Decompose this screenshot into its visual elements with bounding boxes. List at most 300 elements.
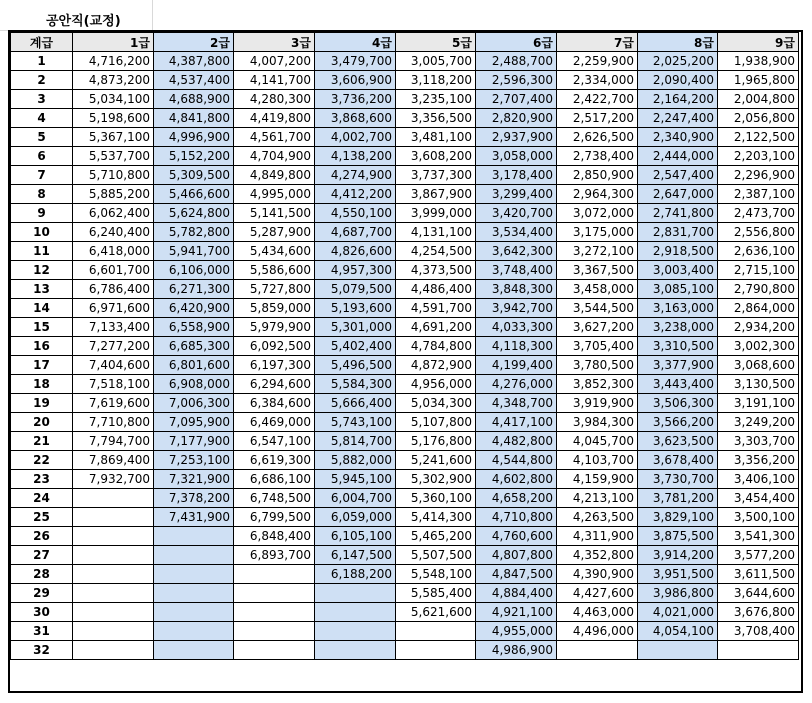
salary-cell[interactable]: 3,678,400 [638,451,718,470]
salary-cell[interactable]: 6,547,100 [234,432,315,451]
salary-cell[interactable]: 7,869,400 [73,451,154,470]
salary-cell[interactable]: 3,606,900 [315,71,396,90]
salary-cell[interactable]: 2,556,800 [718,223,799,242]
step-cell[interactable]: 27 [11,546,73,565]
salary-cell[interactable]: 6,971,600 [73,299,154,318]
step-cell[interactable]: 20 [11,413,73,432]
grade-header[interactable]: 1급 [73,33,154,52]
salary-cell[interactable]: 7,404,600 [73,356,154,375]
salary-cell[interactable]: 4,463,000 [557,603,638,622]
salary-cell[interactable]: 4,807,800 [476,546,557,565]
salary-cell[interactable]: 4,995,000 [234,185,315,204]
salary-cell[interactable]: 7,006,300 [154,394,234,413]
salary-cell[interactable]: 5,507,500 [396,546,476,565]
salary-cell[interactable] [73,508,154,527]
salary-cell[interactable]: 4,118,300 [476,337,557,356]
salary-cell[interactable]: 7,277,200 [73,337,154,356]
salary-cell[interactable]: 4,687,700 [315,223,396,242]
salary-cell[interactable]: 6,893,700 [234,546,315,565]
salary-cell[interactable]: 3,272,100 [557,242,638,261]
salary-cell[interactable]: 5,034,300 [396,394,476,413]
salary-cell[interactable]: 3,676,800 [718,603,799,622]
salary-cell[interactable]: 3,951,500 [638,565,718,584]
step-cell[interactable]: 3 [11,90,73,109]
salary-cell[interactable]: 4,691,200 [396,318,476,337]
salary-cell[interactable]: 3,481,100 [396,128,476,147]
step-cell[interactable]: 1 [11,52,73,71]
salary-cell[interactable] [315,622,396,641]
salary-cell[interactable]: 6,384,600 [234,394,315,413]
salary-cell[interactable]: 3,406,100 [718,470,799,489]
salary-cell[interactable]: 5,176,800 [396,432,476,451]
salary-cell[interactable]: 1,938,900 [718,52,799,71]
salary-cell[interactable]: 3,299,400 [476,185,557,204]
salary-cell[interactable]: 5,624,800 [154,204,234,223]
salary-cell[interactable]: 4,561,700 [234,128,315,147]
step-cell[interactable]: 15 [11,318,73,337]
salary-cell[interactable] [154,527,234,546]
salary-cell[interactable]: 2,164,200 [638,90,718,109]
salary-cell[interactable] [396,641,476,660]
step-cell[interactable]: 9 [11,204,73,223]
salary-cell[interactable]: 6,271,300 [154,280,234,299]
salary-cell[interactable]: 3,420,700 [476,204,557,223]
salary-cell[interactable] [638,641,718,660]
salary-cell[interactable] [154,641,234,660]
salary-cell[interactable] [234,584,315,603]
salary-cell[interactable]: 3,919,900 [557,394,638,413]
salary-cell[interactable]: 5,360,100 [396,489,476,508]
salary-cell[interactable]: 4,427,600 [557,584,638,603]
salary-cell[interactable]: 3,005,700 [396,52,476,71]
salary-cell[interactable]: 6,908,000 [154,375,234,394]
salary-cell[interactable]: 3,003,400 [638,261,718,280]
step-cell[interactable]: 30 [11,603,73,622]
salary-cell[interactable]: 3,163,000 [638,299,718,318]
grade-header[interactable]: 7급 [557,33,638,52]
salary-cell[interactable]: 3,705,400 [557,337,638,356]
salary-cell[interactable]: 3,541,300 [718,527,799,546]
salary-cell[interactable]: 3,544,500 [557,299,638,318]
salary-cell[interactable]: 3,642,300 [476,242,557,261]
salary-cell[interactable]: 3,644,600 [718,584,799,603]
salary-cell[interactable]: 6,558,900 [154,318,234,337]
salary-cell[interactable]: 4,199,400 [476,356,557,375]
salary-cell[interactable]: 5,666,400 [315,394,396,413]
salary-cell[interactable]: 3,623,500 [638,432,718,451]
salary-cell[interactable]: 5,079,500 [315,280,396,299]
salary-cell[interactable]: 4,213,100 [557,489,638,508]
salary-cell[interactable]: 6,059,000 [315,508,396,527]
salary-cell[interactable]: 6,786,400 [73,280,154,299]
salary-cell[interactable]: 4,658,200 [476,489,557,508]
salary-cell[interactable]: 4,847,500 [476,565,557,584]
salary-cell[interactable]: 4,486,400 [396,280,476,299]
salary-cell[interactable]: 4,826,600 [315,242,396,261]
salary-cell[interactable]: 4,280,300 [234,90,315,109]
salary-cell[interactable] [73,584,154,603]
salary-cell[interactable]: 4,496,000 [557,622,638,641]
step-cell[interactable]: 10 [11,223,73,242]
salary-cell[interactable]: 3,235,100 [396,90,476,109]
salary-cell[interactable]: 5,302,900 [396,470,476,489]
salary-cell[interactable]: 3,500,100 [718,508,799,527]
salary-cell[interactable]: 5,979,900 [234,318,315,337]
salary-cell[interactable]: 4,957,300 [315,261,396,280]
salary-cell[interactable]: 3,310,500 [638,337,718,356]
step-cell[interactable]: 23 [11,470,73,489]
salary-cell[interactable]: 3,072,000 [557,204,638,223]
salary-cell[interactable]: 5,941,700 [154,242,234,261]
salary-cell[interactable]: 3,829,100 [638,508,718,527]
salary-cell[interactable]: 3,736,200 [315,90,396,109]
grade-header[interactable]: 6급 [476,33,557,52]
salary-cell[interactable]: 6,004,700 [315,489,396,508]
salary-cell[interactable]: 5,584,300 [315,375,396,394]
salary-cell[interactable] [315,584,396,603]
step-cell[interactable]: 25 [11,508,73,527]
salary-cell[interactable]: 7,619,600 [73,394,154,413]
salary-cell[interactable]: 4,045,700 [557,432,638,451]
salary-cell[interactable]: 2,517,200 [557,109,638,128]
salary-cell[interactable]: 3,986,800 [638,584,718,603]
salary-cell[interactable]: 3,942,700 [476,299,557,318]
salary-cell[interactable]: 5,586,600 [234,261,315,280]
salary-cell[interactable]: 3,367,500 [557,261,638,280]
salary-cell[interactable] [718,641,799,660]
salary-cell[interactable]: 5,034,100 [73,90,154,109]
salary-cell[interactable]: 3,118,200 [396,71,476,90]
salary-cell[interactable]: 2,636,100 [718,242,799,261]
salary-cell[interactable]: 6,147,500 [315,546,396,565]
salary-cell[interactable]: 2,596,300 [476,71,557,90]
step-cell[interactable]: 2 [11,71,73,90]
salary-cell[interactable] [154,584,234,603]
step-cell[interactable]: 14 [11,299,73,318]
salary-cell[interactable]: 3,852,300 [557,375,638,394]
salary-cell[interactable]: 4,716,200 [73,52,154,71]
salary-cell[interactable]: 3,356,500 [396,109,476,128]
salary-cell[interactable]: 5,367,100 [73,128,154,147]
salary-cell[interactable]: 2,387,100 [718,185,799,204]
salary-cell[interactable]: 5,548,100 [396,565,476,584]
salary-cell[interactable]: 4,688,900 [154,90,234,109]
step-cell[interactable]: 13 [11,280,73,299]
salary-cell[interactable]: 4,033,300 [476,318,557,337]
grade-header[interactable]: 8급 [638,33,718,52]
step-cell[interactable]: 12 [11,261,73,280]
salary-cell[interactable]: 3,458,000 [557,280,638,299]
salary-cell[interactable]: 4,254,500 [396,242,476,261]
salary-cell[interactable]: 6,420,900 [154,299,234,318]
step-cell[interactable]: 24 [11,489,73,508]
salary-cell[interactable]: 6,240,400 [73,223,154,242]
grade-header[interactable]: 4급 [315,33,396,52]
salary-cell[interactable]: 3,868,600 [315,109,396,128]
salary-cell[interactable]: 4,417,100 [476,413,557,432]
salary-cell[interactable]: 5,882,000 [315,451,396,470]
salary-cell[interactable]: 5,465,200 [396,527,476,546]
salary-cell[interactable]: 4,841,800 [154,109,234,128]
salary-cell[interactable]: 5,287,900 [234,223,315,242]
salary-cell[interactable]: 5,241,600 [396,451,476,470]
salary-cell[interactable]: 4,311,900 [557,527,638,546]
salary-cell[interactable]: 2,422,700 [557,90,638,109]
salary-cell[interactable]: 3,238,000 [638,318,718,337]
salary-cell[interactable]: 7,794,700 [73,432,154,451]
step-cell[interactable]: 7 [11,166,73,185]
salary-cell[interactable]: 4,704,900 [234,147,315,166]
step-cell[interactable]: 31 [11,622,73,641]
salary-cell[interactable]: 3,914,200 [638,546,718,565]
salary-cell[interactable]: 2,004,800 [718,90,799,109]
salary-cell[interactable]: 5,859,000 [234,299,315,318]
salary-cell[interactable]: 5,537,700 [73,147,154,166]
salary-cell[interactable]: 2,790,800 [718,280,799,299]
step-cell[interactable]: 4 [11,109,73,128]
salary-cell[interactable]: 4,274,900 [315,166,396,185]
salary-cell[interactable]: 7,431,900 [154,508,234,527]
salary-cell[interactable]: 4,387,800 [154,52,234,71]
salary-cell[interactable]: 1,965,800 [718,71,799,90]
salary-cell[interactable]: 7,932,700 [73,470,154,489]
salary-cell[interactable]: 5,945,100 [315,470,396,489]
salary-cell[interactable]: 2,473,700 [718,204,799,223]
salary-cell[interactable]: 3,781,200 [638,489,718,508]
salary-cell[interactable]: 3,002,300 [718,337,799,356]
salary-cell[interactable]: 5,198,600 [73,109,154,128]
salary-cell[interactable]: 7,253,100 [154,451,234,470]
salary-cell[interactable]: 6,799,500 [234,508,315,527]
salary-cell[interactable]: 7,321,900 [154,470,234,489]
salary-cell[interactable]: 6,619,300 [234,451,315,470]
salary-cell[interactable]: 3,748,400 [476,261,557,280]
salary-cell[interactable]: 2,964,300 [557,185,638,204]
salary-cell[interactable]: 2,715,100 [718,261,799,280]
salary-cell[interactable]: 3,130,500 [718,375,799,394]
salary-cell[interactable]: 3,608,200 [396,147,476,166]
salary-cell[interactable]: 5,496,500 [315,356,396,375]
salary-cell[interactable] [234,622,315,641]
salary-cell[interactable]: 2,259,900 [557,52,638,71]
salary-cell[interactable]: 4,419,800 [234,109,315,128]
salary-cell[interactable]: 3,984,300 [557,413,638,432]
step-cell[interactable]: 16 [11,337,73,356]
salary-cell[interactable]: 2,488,700 [476,52,557,71]
salary-cell[interactable]: 4,784,800 [396,337,476,356]
salary-cell[interactable]: 4,131,100 [396,223,476,242]
salary-cell[interactable]: 4,986,900 [476,641,557,660]
salary-cell[interactable] [154,622,234,641]
salary-cell[interactable]: 2,296,900 [718,166,799,185]
salary-cell[interactable]: 5,152,200 [154,147,234,166]
salary-cell[interactable] [557,641,638,660]
salary-cell[interactable]: 2,937,900 [476,128,557,147]
salary-cell[interactable]: 3,708,400 [718,622,799,641]
step-cell[interactable]: 29 [11,584,73,603]
step-cell[interactable]: 6 [11,147,73,166]
salary-cell[interactable] [315,603,396,622]
step-cell[interactable]: 11 [11,242,73,261]
salary-cell[interactable]: 3,085,100 [638,280,718,299]
salary-cell[interactable]: 2,626,500 [557,128,638,147]
salary-cell[interactable]: 5,743,100 [315,413,396,432]
salary-cell[interactable]: 3,068,600 [718,356,799,375]
salary-cell[interactable]: 3,479,700 [315,52,396,71]
step-cell[interactable]: 17 [11,356,73,375]
salary-cell[interactable]: 3,356,200 [718,451,799,470]
salary-cell[interactable]: 4,141,700 [234,71,315,90]
salary-cell[interactable]: 5,141,500 [234,204,315,223]
salary-cell[interactable]: 3,577,200 [718,546,799,565]
salary-cell[interactable]: 4,263,500 [557,508,638,527]
salary-cell[interactable]: 5,309,500 [154,166,234,185]
salary-cell[interactable]: 4,159,900 [557,470,638,489]
salary-cell[interactable]: 3,377,900 [638,356,718,375]
step-cell[interactable]: 26 [11,527,73,546]
salary-cell[interactable]: 4,760,600 [476,527,557,546]
salary-cell[interactable]: 6,197,300 [234,356,315,375]
salary-cell[interactable]: 5,402,400 [315,337,396,356]
salary-cell[interactable]: 2,864,000 [718,299,799,318]
salary-cell[interactable]: 5,466,600 [154,185,234,204]
salary-cell[interactable]: 5,434,600 [234,242,315,261]
salary-cell[interactable]: 7,378,200 [154,489,234,508]
salary-cell[interactable] [234,565,315,584]
grade-header[interactable]: 5급 [396,33,476,52]
step-cell[interactable]: 5 [11,128,73,147]
salary-cell[interactable]: 6,418,000 [73,242,154,261]
salary-cell[interactable]: 4,872,900 [396,356,476,375]
salary-cell[interactable]: 4,955,000 [476,622,557,641]
salary-cell[interactable]: 4,390,900 [557,565,638,584]
salary-cell[interactable]: 3,454,400 [718,489,799,508]
salary-cell[interactable]: 3,058,000 [476,147,557,166]
salary-cell[interactable]: 3,875,500 [638,527,718,546]
salary-cell[interactable]: 4,373,500 [396,261,476,280]
salary-cell[interactable] [154,546,234,565]
salary-cell[interactable]: 5,585,400 [396,584,476,603]
salary-cell[interactable]: 3,303,700 [718,432,799,451]
salary-cell[interactable]: 3,611,500 [718,565,799,584]
salary-cell[interactable]: 5,193,600 [315,299,396,318]
salary-cell[interactable]: 6,469,000 [234,413,315,432]
step-cell[interactable]: 22 [11,451,73,470]
salary-cell[interactable]: 2,934,200 [718,318,799,337]
salary-cell[interactable]: 7,518,100 [73,375,154,394]
salary-cell[interactable]: 4,550,100 [315,204,396,223]
salary-cell[interactable]: 2,918,500 [638,242,718,261]
salary-cell[interactable]: 6,848,400 [234,527,315,546]
salary-cell[interactable]: 2,340,900 [638,128,718,147]
salary-cell[interactable]: 4,921,100 [476,603,557,622]
salary-cell[interactable]: 3,780,500 [557,356,638,375]
salary-cell[interactable]: 6,294,600 [234,375,315,394]
salary-cell[interactable]: 3,191,100 [718,394,799,413]
salary-cell[interactable]: 5,414,300 [396,508,476,527]
salary-cell[interactable]: 4,007,200 [234,52,315,71]
salary-cell[interactable]: 3,999,000 [396,204,476,223]
salary-cell[interactable]: 4,537,400 [154,71,234,90]
salary-cell[interactable] [73,489,154,508]
salary-cell[interactable]: 4,482,800 [476,432,557,451]
salary-cell[interactable]: 6,601,700 [73,261,154,280]
salary-cell[interactable]: 4,002,700 [315,128,396,147]
salary-cell[interactable]: 4,276,000 [476,375,557,394]
salary-cell[interactable]: 2,025,200 [638,52,718,71]
salary-cell[interactable]: 5,107,800 [396,413,476,432]
salary-cell[interactable]: 6,188,200 [315,565,396,584]
salary-cell[interactable]: 2,247,400 [638,109,718,128]
salary-cell[interactable] [234,603,315,622]
salary-cell[interactable]: 6,686,100 [234,470,315,489]
salary-cell[interactable]: 4,602,800 [476,470,557,489]
salary-cell[interactable]: 3,175,000 [557,223,638,242]
step-cell[interactable]: 19 [11,394,73,413]
salary-cell[interactable]: 4,996,900 [154,128,234,147]
salary-cell[interactable] [73,527,154,546]
step-cell[interactable]: 32 [11,641,73,660]
salary-cell[interactable]: 7,133,400 [73,318,154,337]
salary-cell[interactable]: 4,956,000 [396,375,476,394]
salary-cell[interactable]: 4,591,700 [396,299,476,318]
salary-cell[interactable] [315,641,396,660]
salary-cell[interactable] [73,565,154,584]
salary-cell[interactable]: 3,730,700 [638,470,718,489]
salary-cell[interactable]: 4,873,200 [73,71,154,90]
step-cell[interactable]: 8 [11,185,73,204]
salary-cell[interactable] [73,603,154,622]
salary-cell[interactable]: 2,090,400 [638,71,718,90]
salary-cell[interactable]: 3,249,200 [718,413,799,432]
salary-cell[interactable]: 4,544,800 [476,451,557,470]
salary-cell[interactable]: 2,444,000 [638,147,718,166]
salary-cell[interactable]: 3,627,200 [557,318,638,337]
salary-cell[interactable]: 2,738,400 [557,147,638,166]
salary-cell[interactable] [154,565,234,584]
salary-cell[interactable]: 6,801,600 [154,356,234,375]
salary-cell[interactable]: 7,710,800 [73,413,154,432]
grade-header[interactable]: 3급 [234,33,315,52]
salary-cell[interactable] [234,641,315,660]
grade-header[interactable]: 9급 [718,33,799,52]
salary-cell[interactable]: 2,850,900 [557,166,638,185]
salary-cell[interactable]: 4,710,800 [476,508,557,527]
salary-cell[interactable]: 4,412,200 [315,185,396,204]
salary-cell[interactable]: 2,820,900 [476,109,557,128]
salary-cell[interactable]: 6,092,500 [234,337,315,356]
salary-cell[interactable] [73,546,154,565]
salary-cell[interactable]: 2,122,500 [718,128,799,147]
step-cell[interactable]: 18 [11,375,73,394]
salary-cell[interactable]: 5,727,800 [234,280,315,299]
salary-cell[interactable]: 4,138,200 [315,147,396,166]
salary-cell[interactable]: 4,103,700 [557,451,638,470]
salary-cell[interactable]: 4,054,100 [638,622,718,641]
step-cell[interactable]: 21 [11,432,73,451]
step-cell[interactable]: 28 [11,565,73,584]
salary-cell[interactable] [154,603,234,622]
salary-cell[interactable]: 6,685,300 [154,337,234,356]
grade-header[interactable]: 2급 [154,33,234,52]
salary-cell[interactable]: 4,021,000 [638,603,718,622]
salary-cell[interactable]: 5,301,000 [315,318,396,337]
salary-cell[interactable]: 5,782,800 [154,223,234,242]
step-header[interactable]: 계급 [11,33,73,52]
salary-cell[interactable]: 2,741,800 [638,204,718,223]
salary-cell[interactable]: 3,867,900 [396,185,476,204]
salary-cell[interactable]: 3,534,400 [476,223,557,242]
